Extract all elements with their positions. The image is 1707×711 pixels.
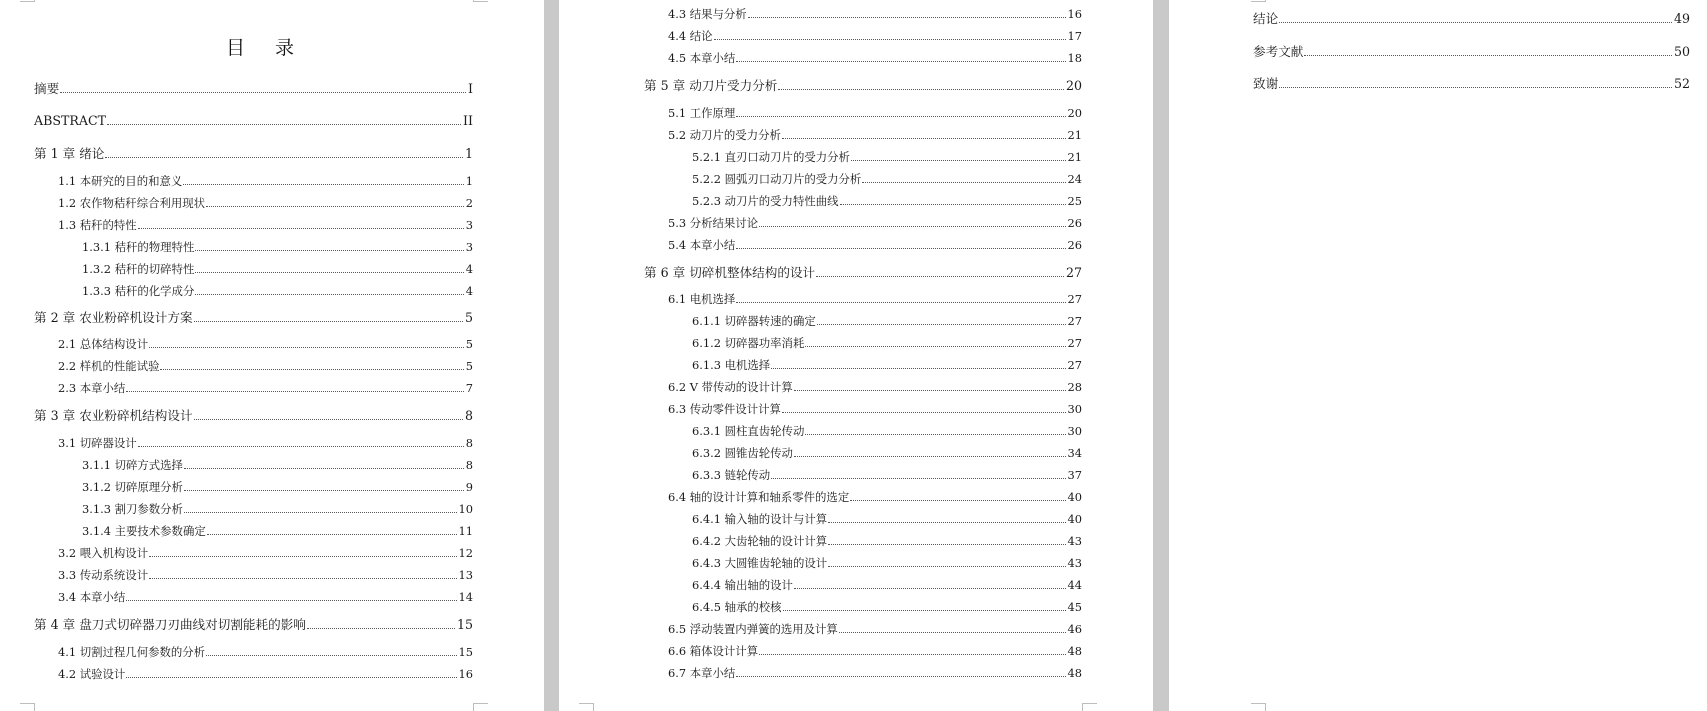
toc-entry-page: 17 bbox=[1067, 29, 1082, 43]
toc-entry[interactable] bbox=[668, 128, 1082, 142]
toc-entry-page: II bbox=[463, 113, 473, 128]
toc-entry-page: 52 bbox=[1673, 76, 1690, 91]
toc-entry-text: 第 4 章 盘刀式切碎器刀刃曲线对切割能耗的影响 bbox=[34, 617, 306, 632]
toc-entry-page: 4 bbox=[465, 262, 473, 276]
toc-dot-leader bbox=[1279, 22, 1672, 23]
toc-entry-page: 21 bbox=[1067, 128, 1082, 142]
toc-entry-text: 结论 bbox=[1253, 11, 1279, 26]
toc-dot-leader bbox=[194, 419, 463, 420]
toc-entry-text: 2.1 总体结构设计 bbox=[58, 337, 149, 351]
toc-entry[interactable] bbox=[58, 590, 473, 604]
toc-entry[interactable] bbox=[668, 7, 1082, 21]
toc-entry[interactable] bbox=[58, 359, 473, 373]
toc-entry-text: 6.1.3 电机选择 bbox=[692, 358, 771, 372]
toc-entry-page: 15 bbox=[456, 617, 473, 632]
toc-entry[interactable] bbox=[668, 490, 1082, 504]
toc-entry-page: 30 bbox=[1067, 402, 1082, 416]
toc-dot-leader bbox=[736, 676, 1065, 677]
toc-dot-leader bbox=[149, 578, 456, 579]
toc-dot-leader bbox=[839, 632, 1066, 633]
toc-entry-page: 50 bbox=[1673, 44, 1690, 59]
toc-dot-leader bbox=[759, 654, 1065, 655]
crop-mark bbox=[473, 0, 488, 2]
toc-dot-leader bbox=[195, 272, 463, 273]
toc-entry-page: 2 bbox=[465, 196, 473, 210]
toc-dot-leader bbox=[736, 248, 1065, 249]
toc-entry[interactable] bbox=[1253, 76, 1690, 91]
toc-dot-leader bbox=[862, 182, 1065, 183]
toc-dot-leader bbox=[794, 390, 1066, 391]
toc-entry[interactable] bbox=[58, 196, 473, 210]
toc-entry[interactable] bbox=[82, 262, 473, 276]
toc-entry-text: 1.1 本研究的目的和意义 bbox=[58, 174, 183, 188]
toc-entry-text: 第 3 章 农业粉碎机结构设计 bbox=[34, 408, 193, 423]
toc-entry-page: 30 bbox=[1067, 424, 1082, 438]
toc-dot-leader bbox=[736, 61, 1065, 62]
toc-entry-page: 34 bbox=[1067, 446, 1082, 460]
toc-dot-leader bbox=[183, 184, 463, 185]
toc-entry-page: 45 bbox=[1067, 600, 1082, 614]
toc-dot-leader bbox=[828, 566, 1065, 567]
toc-entry-page: 27 bbox=[1067, 314, 1082, 328]
toc-entry-page: 8 bbox=[464, 408, 473, 423]
toc-entry-text: 3.1.3 割刀参数分析 bbox=[82, 502, 183, 516]
toc-entry-text: 6.4.2 大齿轮轴的设计计算 bbox=[692, 534, 828, 548]
toc-entry-page: 25 bbox=[1067, 194, 1082, 208]
toc-dot-leader bbox=[126, 600, 456, 601]
toc-entry-text: 1.3 秸秆的特性 bbox=[58, 218, 137, 232]
toc-entry[interactable] bbox=[34, 81, 473, 96]
toc-entry-page: 43 bbox=[1067, 556, 1082, 570]
toc-entry-text: 第 1 章 绪论 bbox=[34, 146, 105, 161]
toc-entry[interactable] bbox=[668, 380, 1082, 394]
toc-entry-text: 4.2 试验设计 bbox=[58, 667, 126, 681]
toc-entry[interactable] bbox=[668, 402, 1082, 416]
toc-entry[interactable] bbox=[692, 424, 1082, 438]
toc-entry-text: 6.3.2 圆锥齿轮传动 bbox=[692, 446, 793, 460]
toc-entry[interactable] bbox=[692, 314, 1082, 328]
toc-dot-leader bbox=[149, 556, 456, 557]
toc-entry-text: 6.1.2 切碎器功率消耗 bbox=[692, 336, 805, 350]
toc-entry-text: 6.1.1 切碎器转速的确定 bbox=[692, 314, 816, 328]
toc-entry-page: 27 bbox=[1067, 336, 1082, 350]
toc-dot-leader bbox=[771, 478, 1065, 479]
toc-entry-page: 5 bbox=[465, 337, 473, 351]
toc-dot-leader bbox=[1304, 55, 1672, 56]
toc-page-1 bbox=[0, 0, 544, 711]
toc-entry-page: 26 bbox=[1067, 238, 1082, 252]
toc-entry-page: I bbox=[468, 81, 473, 96]
toc-entry-page: 27 bbox=[1067, 292, 1082, 306]
toc-dot-leader bbox=[782, 412, 1066, 413]
toc-entry-text: 6.4.5 轴承的校核 bbox=[692, 600, 782, 614]
toc-title: 目 录 bbox=[226, 37, 307, 59]
toc-entry-text: ABSTRACT bbox=[34, 113, 106, 128]
toc-dot-leader bbox=[184, 490, 464, 491]
toc-entry[interactable] bbox=[668, 644, 1082, 658]
toc-entry[interactable] bbox=[58, 436, 473, 450]
toc-entry-page: 43 bbox=[1067, 534, 1082, 548]
toc-entry-text: 6.2 V 带传动的设计计算 bbox=[668, 380, 793, 394]
toc-entry-text: 6.3.1 圆柱直齿轮传动 bbox=[692, 424, 805, 438]
toc-entry[interactable] bbox=[692, 172, 1082, 186]
toc-entry-page: 1 bbox=[464, 146, 473, 161]
toc-dot-leader bbox=[840, 204, 1066, 205]
toc-entry-text: 6.4.3 大圆锥齿轮轴的设计 bbox=[692, 556, 828, 570]
toc-dot-leader bbox=[138, 228, 464, 229]
toc-entry-page: 12 bbox=[458, 546, 473, 560]
toc-entry-page: 14 bbox=[458, 590, 473, 604]
toc-entry[interactable] bbox=[1253, 44, 1690, 59]
toc-entry[interactable] bbox=[1253, 11, 1690, 26]
toc-dot-leader bbox=[184, 512, 457, 513]
toc-entry[interactable] bbox=[668, 238, 1082, 252]
toc-entry-page: 26 bbox=[1067, 216, 1082, 230]
toc-dot-leader bbox=[771, 368, 1065, 369]
toc-entry[interactable] bbox=[34, 617, 473, 632]
crop-mark bbox=[579, 703, 594, 711]
crop-mark bbox=[473, 703, 488, 711]
toc-dot-leader bbox=[748, 17, 1066, 18]
toc-entry-text: 3.1.2 切碎原理分析 bbox=[82, 480, 183, 494]
toc-dot-leader bbox=[138, 446, 464, 447]
toc-entry[interactable] bbox=[692, 150, 1082, 164]
toc-dot-leader bbox=[851, 160, 1066, 161]
toc-entry-page: 15 bbox=[458, 645, 473, 659]
toc-entry-page: 8 bbox=[465, 436, 473, 450]
toc-dot-leader bbox=[206, 655, 456, 656]
toc-entry[interactable] bbox=[58, 218, 473, 232]
toc-entry[interactable] bbox=[668, 622, 1082, 636]
toc-entry-page: 11 bbox=[458, 524, 473, 538]
toc-entry-page: 20 bbox=[1067, 106, 1082, 120]
toc-entry-page: 27 bbox=[1065, 265, 1082, 280]
toc-entry[interactable] bbox=[668, 666, 1082, 680]
toc-dot-leader bbox=[759, 226, 1065, 227]
toc-entry-text: 第 6 章 切碎机整体结构的设计 bbox=[644, 265, 816, 280]
toc-dot-leader bbox=[805, 434, 1065, 435]
toc-entry-text: 1.3.2 秸秆的切碎特性 bbox=[82, 262, 195, 276]
toc-entry-text: 3.1.4 主要技术参数确定 bbox=[82, 524, 206, 538]
toc-dot-leader bbox=[816, 276, 1064, 277]
toc-entry-text: 6.4 轴的设计计算和轴系零件的选定 bbox=[668, 490, 850, 504]
toc-entry-text: 3.3 传动系统设计 bbox=[58, 568, 149, 582]
toc-entry[interactable] bbox=[58, 337, 473, 351]
toc-dot-leader bbox=[1279, 87, 1672, 88]
toc-entry[interactable] bbox=[692, 358, 1082, 372]
toc-entry-page: 8 bbox=[465, 458, 473, 472]
toc-dot-leader bbox=[60, 92, 466, 93]
toc-dot-leader bbox=[149, 347, 464, 348]
toc-entry[interactable] bbox=[692, 534, 1082, 548]
toc-entry[interactable] bbox=[692, 446, 1082, 460]
toc-dot-leader bbox=[714, 39, 1066, 40]
toc-dot-leader bbox=[126, 391, 463, 392]
toc-entry[interactable] bbox=[34, 146, 473, 161]
toc-dot-leader bbox=[805, 346, 1065, 347]
toc-dot-leader bbox=[206, 206, 464, 207]
toc-entry[interactable] bbox=[668, 51, 1082, 65]
toc-dot-leader bbox=[778, 89, 1064, 90]
toc-entry[interactable] bbox=[668, 216, 1082, 230]
toc-entry-text: 5.1 工作原理 bbox=[668, 106, 736, 120]
toc-entry-text: 第 2 章 农业粉碎机设计方案 bbox=[34, 310, 193, 325]
toc-entry-text: 5.3 分析结果讨论 bbox=[668, 216, 759, 230]
toc-entry-page: 37 bbox=[1067, 468, 1082, 482]
toc-entry[interactable] bbox=[692, 336, 1082, 350]
toc-entry-page: 5 bbox=[464, 310, 473, 325]
toc-entry-text: 3.4 本章小结 bbox=[58, 590, 126, 604]
toc-entry[interactable] bbox=[82, 240, 473, 254]
toc-entry-page: 48 bbox=[1067, 644, 1082, 658]
toc-dot-leader bbox=[794, 588, 1066, 589]
toc-dot-leader bbox=[783, 610, 1066, 611]
toc-entry-text: 6.7 本章小结 bbox=[668, 666, 736, 680]
toc-entry-page: 3 bbox=[465, 218, 473, 232]
toc-dot-leader bbox=[850, 500, 1065, 501]
toc-entry[interactable] bbox=[82, 284, 473, 298]
toc-entry[interactable] bbox=[692, 556, 1082, 570]
toc-dot-leader bbox=[736, 302, 1065, 303]
crop-mark bbox=[20, 703, 35, 711]
toc-entry-text: 5.4 本章小结 bbox=[668, 238, 736, 252]
toc-entry-page: 18 bbox=[1067, 51, 1082, 65]
toc-entry-text: 致谢 bbox=[1253, 76, 1279, 91]
toc-entry[interactable] bbox=[668, 29, 1082, 43]
toc-dot-leader bbox=[207, 534, 457, 535]
toc-dot-leader bbox=[184, 468, 464, 469]
toc-entry[interactable] bbox=[82, 524, 473, 538]
toc-entry[interactable] bbox=[58, 381, 473, 395]
toc-entry[interactable] bbox=[34, 408, 473, 423]
toc-dot-leader bbox=[736, 116, 1065, 117]
toc-entry[interactable] bbox=[692, 194, 1082, 208]
toc-entry-page: 16 bbox=[458, 667, 473, 681]
toc-entry-text: 2.2 样机的性能试验 bbox=[58, 359, 160, 373]
toc-entry[interactable] bbox=[692, 468, 1082, 482]
toc-entry-page: 1 bbox=[465, 174, 473, 188]
toc-entry-page: 46 bbox=[1067, 622, 1082, 636]
toc-entry-page: 10 bbox=[458, 502, 473, 516]
toc-entry-page: 21 bbox=[1067, 150, 1082, 164]
toc-entry-text: 3.2 喂入机构设计 bbox=[58, 546, 149, 560]
toc-dot-leader bbox=[126, 677, 456, 678]
toc-entry-text: 第 5 章 动刀片受力分析 bbox=[644, 78, 778, 93]
toc-entry[interactable] bbox=[668, 106, 1082, 120]
toc-entry-page: 24 bbox=[1067, 172, 1082, 186]
toc-entry-text: 2.3 本章小结 bbox=[58, 381, 126, 395]
toc-dot-leader bbox=[107, 124, 461, 125]
toc-entry-page: 48 bbox=[1067, 666, 1082, 680]
toc-entry-page: 16 bbox=[1067, 7, 1082, 21]
toc-entry[interactable] bbox=[58, 568, 473, 582]
toc-dot-leader bbox=[194, 321, 463, 322]
toc-entry-text: 参考文献 bbox=[1253, 44, 1304, 59]
toc-dot-leader bbox=[195, 294, 463, 295]
toc-entry[interactable] bbox=[58, 174, 473, 188]
toc-entry-text: 6.5 浮动装置内弹簧的选用及计算 bbox=[668, 622, 838, 636]
toc-entry-text: 4.5 本章小结 bbox=[668, 51, 736, 65]
toc-entry-text: 1.2 农作物秸秆综合利用现状 bbox=[58, 196, 206, 210]
crop-mark bbox=[1251, 0, 1266, 2]
toc-entry-text: 3.1 切碎器设计 bbox=[58, 436, 137, 450]
toc-entry[interactable] bbox=[58, 546, 473, 560]
toc-entry-page: 7 bbox=[465, 381, 473, 395]
toc-entry-page: 44 bbox=[1067, 578, 1082, 592]
toc-entry[interactable] bbox=[34, 113, 473, 128]
toc-entry-page: 5 bbox=[465, 359, 473, 373]
toc-dot-leader bbox=[828, 544, 1065, 545]
toc-entry-text: 6.4.4 输出轴的设计 bbox=[692, 578, 793, 592]
toc-dot-leader bbox=[828, 522, 1065, 523]
toc-entry-text: 5.2.2 圆弧刃口动刀片的受力分析 bbox=[692, 172, 862, 186]
toc-entry-text: 6.3.3 链轮传动 bbox=[692, 468, 771, 482]
toc-entry-text: 1.3.3 秸秆的化学成分 bbox=[82, 284, 195, 298]
toc-entry-text: 6.3 传动零件设计计算 bbox=[668, 402, 781, 416]
toc-entry-text: 6.6 箱体设计计算 bbox=[668, 644, 759, 658]
toc-entry-text: 6.1 电机选择 bbox=[668, 292, 736, 306]
toc-entry-text: 5.2.3 动刀片的受力特性曲线 bbox=[692, 194, 839, 208]
crop-mark bbox=[1251, 703, 1266, 711]
toc-entry-text: 3.1.1 切碎方式选择 bbox=[82, 458, 183, 472]
toc-entry-page: 4 bbox=[465, 284, 473, 298]
toc-entry[interactable] bbox=[692, 578, 1082, 592]
toc-entry[interactable] bbox=[82, 458, 473, 472]
toc-entry-text: 5.2.1 直刃口动刀片的受力分析 bbox=[692, 150, 850, 164]
toc-entry[interactable] bbox=[82, 480, 473, 494]
toc-entry-text: 摘要 bbox=[34, 81, 60, 96]
toc-entry[interactable] bbox=[644, 265, 1082, 280]
toc-entry-text: 1.3.1 秸秆的物理特性 bbox=[82, 240, 195, 254]
toc-entry[interactable] bbox=[692, 512, 1082, 526]
toc-entry[interactable] bbox=[668, 292, 1082, 306]
crop-mark bbox=[1082, 703, 1097, 711]
toc-entry-page: 49 bbox=[1673, 11, 1690, 26]
toc-entry-page: 3 bbox=[465, 240, 473, 254]
toc-entry-page: 27 bbox=[1067, 358, 1082, 372]
toc-entry-text: 4.1 切割过程几何参数的分析 bbox=[58, 645, 206, 659]
toc-entry[interactable] bbox=[58, 645, 473, 659]
toc-entry-page: 9 bbox=[465, 480, 473, 494]
toc-entry[interactable] bbox=[644, 78, 1082, 93]
toc-entry-text: 5.2 动刀片的受力分析 bbox=[668, 128, 781, 142]
toc-entry-text: 6.4.1 输入轴的设计与计算 bbox=[692, 512, 828, 526]
toc-dot-leader bbox=[160, 369, 463, 370]
toc-entry[interactable] bbox=[692, 600, 1082, 614]
toc-entry-text: 4.3 结果与分析 bbox=[668, 7, 747, 21]
toc-page-2 bbox=[559, 0, 1153, 711]
toc-entry-page: 20 bbox=[1065, 78, 1082, 93]
toc-page-3 bbox=[1169, 0, 1707, 711]
toc-entry-page: 40 bbox=[1067, 490, 1082, 504]
toc-dot-leader bbox=[817, 324, 1066, 325]
toc-entry[interactable] bbox=[58, 667, 473, 681]
toc-dot-leader bbox=[794, 456, 1066, 457]
toc-entry-page: 13 bbox=[458, 568, 473, 582]
toc-entry-page: 40 bbox=[1067, 512, 1082, 526]
toc-dot-leader bbox=[105, 157, 463, 158]
toc-dot-leader bbox=[195, 250, 463, 251]
toc-dot-leader bbox=[782, 138, 1066, 139]
toc-entry[interactable] bbox=[34, 310, 473, 325]
toc-entry-page: 28 bbox=[1067, 380, 1082, 394]
crop-mark bbox=[20, 0, 35, 2]
toc-entry-text: 4.4 结论 bbox=[668, 29, 713, 43]
toc-dot-leader bbox=[307, 628, 455, 629]
toc-entry[interactable] bbox=[82, 502, 473, 516]
